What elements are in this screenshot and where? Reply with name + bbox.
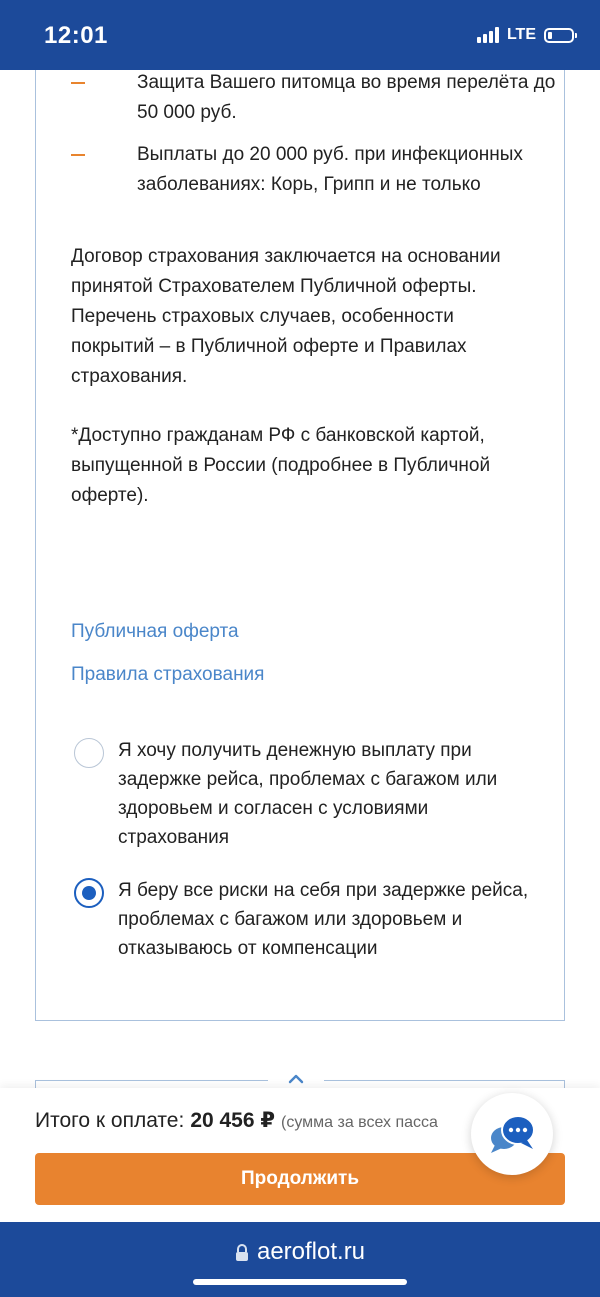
status-bar (0, 0, 600, 70)
insurance-rules-link[interactable]: Правила страхования (71, 664, 265, 685)
benefit-item (71, 140, 567, 200)
availability-note: *Доступно гражданам РФ с банковской картой, выпущенной в России (подробнее в Публичной оферте). (71, 425, 491, 506)
radio-button-selected[interactable] (74, 878, 104, 908)
home-indicator (193, 1279, 407, 1285)
url-text: aeroflot.ru (256, 1238, 366, 1265)
dash-icon (71, 154, 85, 156)
contract-paragraph: Договор страхования заключается на основании принятой Страхователем Публичной оферты. Перечень страховых случаев, особенности покрытий – в Публичной оферте и Правилах страхования. (71, 246, 501, 387)
collapse-toggle[interactable] (268, 1070, 324, 1088)
page-content[interactable] (0, 70, 600, 1088)
option-label: Я хочу получить денежную выплату при задержке рейса, проблемах с багажом или здоровьем и согласен с условиями страхования (118, 740, 498, 848)
chat-icon (487, 1111, 537, 1157)
total-summary (35, 1108, 475, 1133)
benefit-item (71, 70, 567, 128)
insurance-card (35, 70, 565, 1021)
chevron-up-icon (288, 1074, 304, 1084)
benefit-text: Выплаты до 20 000 руб. при инфекционных заболеваниях: Корь, Грипп и не только (137, 144, 523, 195)
total-note: (сумма за всех пасса (281, 1114, 438, 1131)
radio-button[interactable] (74, 738, 104, 768)
dash-icon (71, 82, 85, 84)
total-amount: 20 456 ₽ (190, 1109, 275, 1132)
option-decline-insurance[interactable] (74, 876, 534, 963)
total-label: Итого к оплате: (35, 1109, 185, 1132)
public-offer-link[interactable]: Публичная оферта (71, 621, 239, 642)
status-time: 12:01 (44, 22, 108, 49)
network-label: LTE (506, 26, 536, 43)
chat-button[interactable] (471, 1093, 553, 1175)
signal-icon (477, 27, 499, 43)
continue-button[interactable]: Продолжить (35, 1153, 565, 1205)
option-label: Я беру все риски на себя при задержке рейса, проблемах с багажом или здоровьем и отказываюсь от компенсации (118, 880, 529, 959)
status-indicators (477, 26, 574, 44)
benefit-text: Защита Вашего питомца во время перелёта до 50 000 руб. (137, 72, 556, 123)
lock-icon (235, 1244, 249, 1262)
browser-address-bar (0, 1222, 600, 1297)
option-accept-insurance[interactable] (74, 736, 534, 852)
address-field[interactable] (0, 1238, 600, 1266)
battery-icon (544, 28, 574, 43)
